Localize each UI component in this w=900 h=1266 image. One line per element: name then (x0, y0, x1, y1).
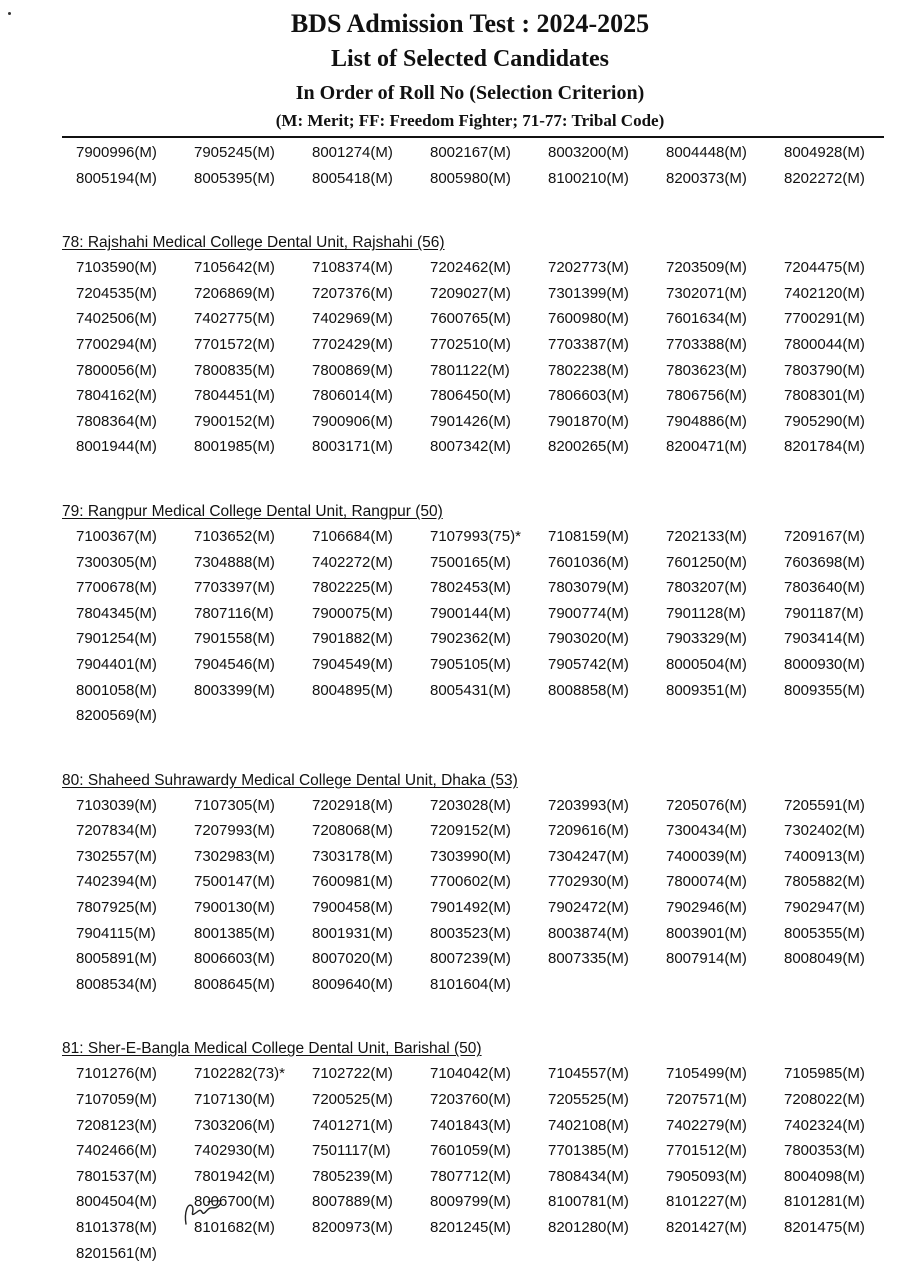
roll-number: 7802225(M) (312, 579, 393, 597)
roll-number: 7803640(M) (784, 579, 865, 597)
roll-number: 7903020(M) (548, 630, 629, 648)
roll-number: 7803623(M) (666, 361, 747, 379)
roll-number: 7301399(M) (548, 284, 629, 302)
roll-number: 7904549(M) (312, 655, 393, 673)
roll-number: 7701572(M) (194, 335, 275, 353)
roll-number: 8100781(M) (548, 1193, 629, 1211)
roll-number: 7807925(M) (76, 899, 157, 917)
roll-number: 7700602(M) (430, 873, 511, 891)
roll-number: 7209167(M) (784, 527, 865, 545)
roll-number: 8008645(M) (194, 975, 275, 993)
roll-number: 7805882(M) (784, 873, 865, 891)
roll-number: 7401271(M) (312, 1116, 393, 1134)
roll-number: 7800869(M) (312, 361, 393, 379)
roll-number: 8007335(M) (548, 950, 629, 968)
roll-number: 7200525(M) (312, 1091, 393, 1109)
roll-number: 7402272(M) (312, 553, 393, 571)
roll-number: 7402324(M) (784, 1116, 865, 1134)
roll-grid (70, 1061, 890, 1266)
code-legend: (M: Merit; FF: Freedom Fighter; 71-77: Tribal Code) (275, 111, 665, 130)
roll-number: 7400039(M) (666, 847, 747, 865)
section-title: 81: Sher-E-Bangla Medical College Dental Unit, Barishal (50) (62, 1040, 482, 1058)
roll-number: 7303990(M) (430, 847, 511, 865)
roll-number: 7208123(M) (76, 1116, 157, 1134)
roll-number: 8005194(M) (76, 169, 157, 187)
roll-number: 7105985(M) (784, 1065, 865, 1083)
roll-number: 7900144(M) (430, 604, 511, 622)
roll-number: 8008049(M) (784, 950, 865, 968)
roll-number: 8101682(M) (194, 1219, 275, 1236)
roll-number: 7202918(M) (312, 796, 393, 814)
roll-number: 7205525(M) (548, 1091, 629, 1109)
roll-number: 8009351(M) (666, 681, 747, 699)
roll-number: 7108374(M) (312, 259, 393, 277)
roll-number: 7300434(M) (666, 822, 747, 840)
roll-number: 7203509(M) (666, 259, 747, 277)
roll-number: 8001931(M) (312, 924, 393, 942)
roll-number: 7501117(M) (312, 1142, 391, 1160)
roll-number: 7905105(M) (430, 655, 511, 673)
roll-number: 8000504(M) (666, 655, 747, 673)
roll-number: 7900458(M) (312, 899, 393, 917)
roll-number: 7900075(M) (312, 604, 393, 622)
roll-number: 7901558(M) (194, 630, 275, 648)
roll-grid (70, 524, 890, 729)
roll-number: 8003200(M) (548, 144, 629, 161)
roll-number: 7806603(M) (548, 387, 629, 405)
document-subtitle: List of Selected Candidates (331, 46, 609, 72)
roll-number: 7103590(M) (76, 259, 157, 277)
roll-number: 7208022(M) (784, 1091, 865, 1109)
roll-number: 8003399(M) (194, 681, 275, 699)
roll-number: 7601634(M) (666, 310, 747, 328)
roll-number: 7205591(M) (784, 796, 865, 814)
roll-number: 7304888(M) (194, 553, 275, 571)
roll-number: 7303178(M) (312, 847, 393, 865)
roll-number: 7402506(M) (76, 310, 157, 328)
roll-number: 8006603(M) (194, 950, 275, 968)
roll-number: 7601059(M) (430, 1142, 511, 1160)
roll-number: 7701385(M) (548, 1142, 629, 1160)
roll-number: 7204475(M) (784, 259, 865, 277)
roll-number: 8008534(M) (76, 975, 157, 993)
roll-number: 8005395(M) (194, 169, 275, 187)
roll-number: 7303206(M) (194, 1116, 275, 1134)
roll-number: 7703397(M) (194, 579, 275, 597)
roll-number: 7500147(M) (194, 873, 275, 891)
roll-number: 8004895(M) (312, 681, 393, 699)
roll-number: 8001058(M) (76, 681, 157, 699)
roll-number: 7702930(M) (548, 873, 629, 891)
roll-number: 8004928(M) (784, 144, 865, 161)
roll-number: 7107130(M) (194, 1091, 275, 1109)
roll-number: 7808364(M) (76, 412, 157, 430)
roll-number: 7802453(M) (430, 579, 511, 597)
roll-number: 7402120(M) (784, 284, 865, 302)
roll-number: 7904401(M) (76, 655, 157, 673)
roll-number: 8005418(M) (312, 169, 393, 187)
roll-number: 8003523(M) (430, 924, 511, 942)
roll-number: 7304247(M) (548, 847, 629, 865)
roll-number: 8008858(M) (548, 681, 629, 699)
college-section (70, 140, 890, 191)
roll-number: 8201427(M) (666, 1219, 747, 1236)
roll-number: 8006700(M) (194, 1193, 275, 1211)
roll-number: 7402775(M) (194, 310, 275, 328)
roll-number: 8003901(M) (666, 924, 747, 942)
roll-number: 8201245(M) (430, 1219, 511, 1236)
roll-number: 7703387(M) (548, 335, 629, 353)
roll-number: 7107993(75)* (430, 527, 521, 545)
roll-number: 7402930(M) (194, 1142, 275, 1160)
roll-number: 8200265(M) (548, 438, 629, 456)
roll-number: 7500165(M) (430, 553, 511, 571)
roll-number: 7806014(M) (312, 387, 393, 405)
roll-number: 7901882(M) (312, 630, 393, 648)
roll-number: 7900152(M) (194, 412, 275, 430)
roll-number: 7807712(M) (430, 1167, 511, 1185)
roll-number: 7108159(M) (548, 527, 629, 545)
roll-number: 7900774(M) (548, 604, 629, 622)
roll-number: 8007342(M) (430, 438, 511, 456)
roll-number: 7801942(M) (194, 1167, 275, 1185)
roll-number: 8007239(M) (430, 950, 511, 968)
roll-number: 8007020(M) (312, 950, 393, 968)
roll-number: 8007914(M) (666, 950, 747, 968)
roll-number: 7901870(M) (548, 412, 629, 430)
roll-number: 8004504(M) (76, 1193, 157, 1211)
roll-number: 7807116(M) (194, 604, 274, 622)
roll-number: 7800353(M) (784, 1142, 865, 1160)
roll-number: 7800835(M) (194, 361, 275, 379)
roll-number: 7800074(M) (666, 873, 747, 891)
roll-number: 7209616(M) (548, 822, 629, 840)
roll-number: 7904546(M) (194, 655, 275, 673)
roll-number: 7402466(M) (76, 1142, 157, 1160)
roll-number: 7202462(M) (430, 259, 511, 277)
roll-number: 7702429(M) (312, 335, 393, 353)
roll-number: 8004448(M) (666, 144, 747, 161)
roll-number: 8001385(M) (194, 924, 275, 942)
roll-number: 8004098(M) (784, 1167, 865, 1185)
document-title: BDS Admission Test : 2024-2025 (290, 9, 650, 38)
roll-number: 7901492(M) (430, 899, 511, 917)
roll-number: 7808301(M) (784, 387, 865, 405)
roll-number: 7107305(M) (194, 796, 275, 814)
roll-number: 7901187(M) (784, 604, 864, 622)
roll-number: 8001944(M) (76, 438, 157, 456)
roll-number: 7102282(73)* (194, 1065, 285, 1083)
roll-number: 7207834(M) (76, 822, 157, 840)
roll-number: 8200569(M) (76, 707, 157, 725)
roll-number: 7207571(M) (666, 1091, 747, 1109)
roll-number: 7205076(M) (666, 796, 747, 814)
college-section (62, 502, 890, 729)
roll-number: 7902947(M) (784, 899, 865, 917)
roll-number: 7700294(M) (76, 335, 157, 353)
roll-number: 7904886(M) (666, 412, 747, 430)
candidate-list (62, 140, 890, 1266)
roll-number: 7904115(M) (76, 924, 156, 942)
roll-number: 7803079(M) (548, 579, 629, 597)
roll-number: 7603698(M) (784, 553, 865, 571)
roll-number: 7105499(M) (666, 1065, 747, 1083)
roll-number: 7204535(M) (76, 284, 157, 302)
roll-number: 7806756(M) (666, 387, 747, 405)
roll-number: 7101276(M) (76, 1065, 157, 1083)
roll-number: 7203028(M) (430, 796, 511, 814)
college-section (62, 771, 890, 998)
roll-number: 7905290(M) (784, 412, 865, 430)
roll-number: 8200373(M) (666, 169, 747, 187)
roll-number: 7106684(M) (312, 527, 393, 545)
roll-number: 7203993(M) (548, 796, 629, 814)
college-section (62, 233, 890, 460)
roll-number: 7202133(M) (666, 527, 747, 545)
signature-mark (180, 1198, 224, 1226)
roll-number: 7207376(M) (312, 284, 393, 302)
roll-number: 7902362(M) (430, 630, 511, 648)
roll-number: 7601250(M) (666, 553, 747, 571)
roll-number: 7302071(M) (666, 284, 747, 302)
roll-number: 7905245(M) (194, 144, 275, 161)
roll-number: 8001985(M) (194, 438, 275, 456)
roll-number: 7808434(M) (548, 1167, 629, 1185)
roll-grid (70, 255, 890, 460)
roll-number: 8007889(M) (312, 1193, 393, 1211)
roll-number: 7302402(M) (784, 822, 865, 840)
roll-number: 8009355(M) (784, 681, 865, 699)
order-criterion: In Order of Roll No (Selection Criterion) (295, 82, 645, 104)
roll-number: 7800044(M) (784, 335, 865, 353)
roll-number: 7805239(M) (312, 1167, 393, 1185)
roll-number: 7400913(M) (784, 847, 865, 865)
roll-number: 7901254(M) (76, 630, 157, 648)
roll-number: 7600765(M) (430, 310, 511, 328)
section-title: 79: Rangpur Medical College Dental Unit, Rangpur (50) (62, 502, 443, 520)
roll-number: 7701512(M) (666, 1142, 747, 1160)
roll-number: 7703388(M) (666, 335, 747, 353)
roll-number: 7903414(M) (784, 630, 865, 648)
roll-number: 8002167(M) (430, 144, 511, 161)
roll-number: 8201280(M) (548, 1219, 629, 1236)
roll-number: 8201475(M) (784, 1219, 865, 1236)
roll-number: 7202773(M) (548, 259, 629, 277)
header-rule (62, 136, 884, 138)
roll-number: 7803207(M) (666, 579, 747, 597)
roll-number: 7900130(M) (194, 899, 275, 917)
roll-number: 8200973(M) (312, 1219, 393, 1236)
roll-number: 7806450(M) (430, 387, 511, 405)
roll-number: 7902472(M) (548, 899, 629, 917)
roll-number: 7103652(M) (194, 527, 275, 545)
roll-number: 7107059(M) (76, 1091, 157, 1109)
roll-number: 7803790(M) (784, 361, 865, 379)
roll-number: 8201561(M) (76, 1244, 157, 1262)
roll-number: 8009799(M) (430, 1193, 511, 1211)
roll-number: 7601036(M) (548, 553, 629, 571)
roll-number: 8100210(M) (548, 169, 629, 187)
roll-number: 7203760(M) (430, 1091, 511, 1109)
roll-number: 7209027(M) (430, 284, 511, 302)
roll-number: 7702510(M) (430, 335, 511, 353)
roll-number: 7901426(M) (430, 412, 511, 430)
roll-number: 8101378(M) (76, 1219, 157, 1236)
roll-number: 7105642(M) (194, 259, 275, 277)
college-section (62, 1039, 890, 1266)
roll-number: 8009640(M) (312, 975, 393, 993)
roll-number: 7801122(M) (430, 361, 510, 379)
roll-number: 7900996(M) (76, 144, 157, 161)
roll-number: 7102722(M) (312, 1065, 393, 1083)
roll-number: 8101227(M) (666, 1193, 747, 1211)
roll-number: 8202272(M) (784, 169, 865, 187)
section-title: 80: Shaheed Suhrawardy Medical College Dental Unit, Dhaka (53) (62, 771, 518, 789)
roll-number: 8003171(M) (312, 438, 393, 456)
roll-number: 7804451(M) (194, 387, 275, 405)
roll-number: 8000930(M) (784, 655, 865, 673)
roll-number: 8101604(M) (430, 975, 511, 993)
roll-number: 7600981(M) (312, 873, 393, 891)
roll-number: 7600980(M) (548, 310, 629, 328)
roll-number: 8001274(M) (312, 144, 393, 161)
roll-number: 8005891(M) (76, 950, 157, 968)
roll-number: 7903329(M) (666, 630, 747, 648)
section-title: 78: Rajshahi Medical College Dental Unit, Rajshahi (56) (62, 234, 445, 252)
roll-number: 7209152(M) (430, 822, 511, 840)
roll-number: 7905742(M) (548, 655, 629, 673)
roll-number: 7700678(M) (76, 579, 157, 597)
roll-number: 7905093(M) (666, 1167, 747, 1185)
roll-number: 7302557(M) (76, 847, 157, 865)
roll-number: 7104557(M) (548, 1065, 629, 1083)
roll-number: 7207993(M) (194, 822, 275, 840)
roll-number: 8003874(M) (548, 924, 629, 942)
roll-number: 8005355(M) (784, 924, 865, 942)
roll-number: 7902946(M) (666, 899, 747, 917)
roll-number: 7804162(M) (76, 387, 157, 405)
roll-number: 7401843(M) (430, 1116, 511, 1134)
roll-number: 7700291(M) (784, 310, 865, 328)
roll-number: 7804345(M) (76, 604, 157, 622)
roll-number: 7802238(M) (548, 361, 629, 379)
roll-number: 7302983(M) (194, 847, 275, 865)
roll-number: 7402279(M) (666, 1116, 747, 1134)
roll-grid (70, 140, 890, 191)
roll-number: 7402969(M) (312, 310, 393, 328)
roll-number: 7801537(M) (76, 1167, 157, 1185)
roll-number: 7103039(M) (76, 796, 157, 814)
roll-number: 7300305(M) (76, 553, 157, 571)
roll-number: 7901128(M) (666, 604, 746, 622)
roll-number: 7900906(M) (312, 412, 393, 430)
roll-number: 7402108(M) (548, 1116, 629, 1134)
roll-grid (70, 793, 890, 998)
roll-number: 8101281(M) (784, 1193, 865, 1211)
roll-number: 7206869(M) (194, 284, 275, 302)
roll-number: 8200471(M) (666, 438, 747, 456)
roll-number: 7100367(M) (76, 527, 157, 545)
roll-number: 7208068(M) (312, 822, 393, 840)
roll-number: 7402394(M) (76, 873, 157, 891)
roll-number: 7800056(M) (76, 361, 157, 379)
roll-number: 8201784(M) (784, 438, 865, 456)
roll-number: 8005431(M) (430, 681, 511, 699)
document-header (0, 6, 900, 134)
roll-number: 8005980(M) (430, 169, 511, 187)
roll-number: 7104042(M) (430, 1065, 511, 1083)
